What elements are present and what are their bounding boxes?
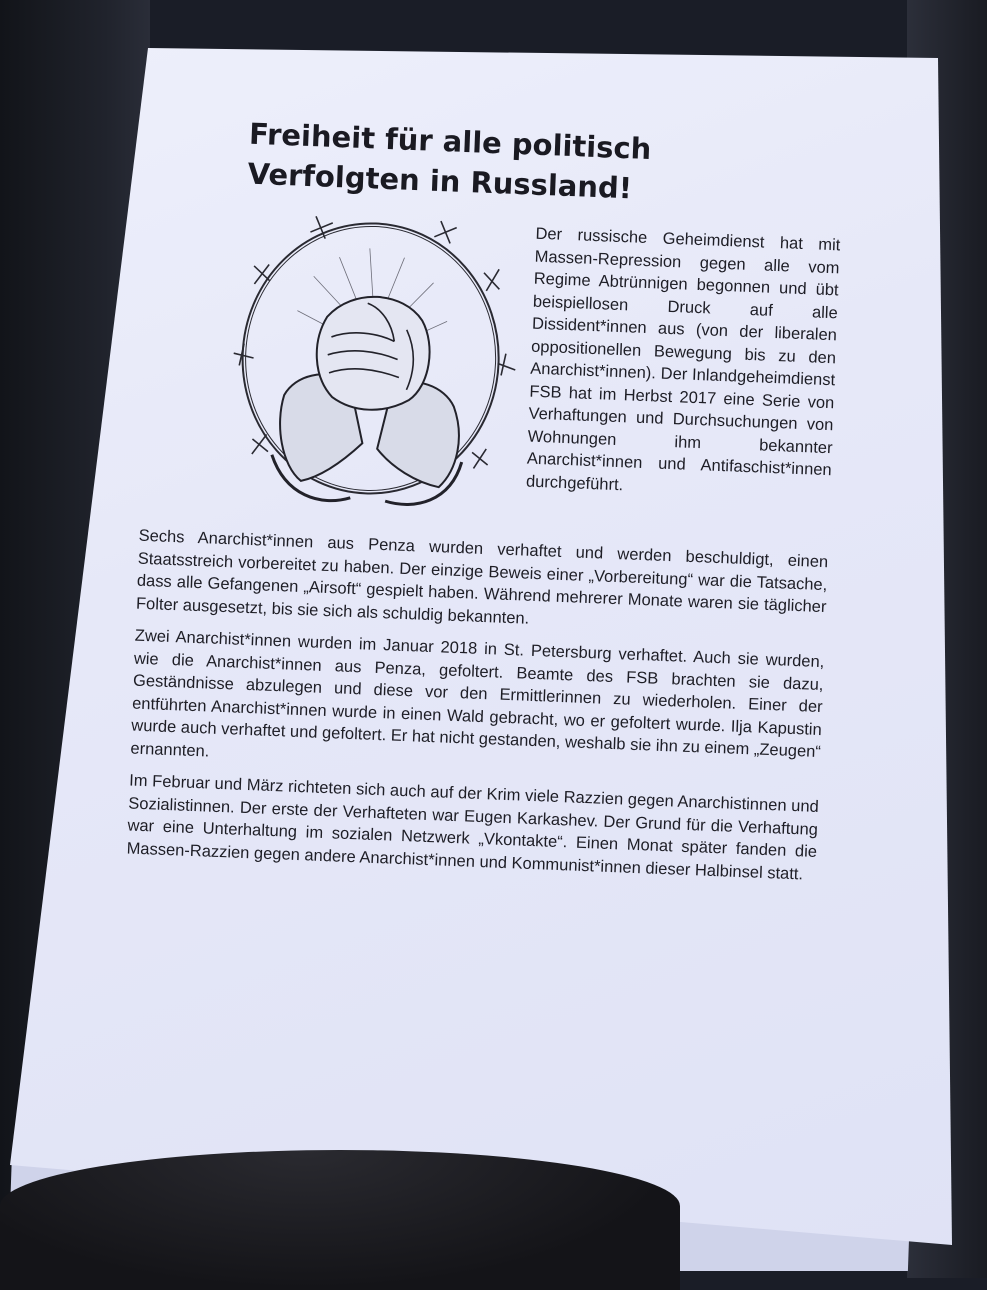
paragraph-penza: Sechs Anarchist*innen aus Penza wurden verhaftet und werden beschuldigt, einen Staatsstreich vorbereitet zu haben. Der einzige Beweis einer „Vorbereitung“ war die Tatsache, dass alle Gefangenen „Airsoft“ gespielt haben. Während mehrerer Monate waren sie täglicher Folter ausgesetzt, bis sie sich als schuldig bekannten. <box>135 526 829 628</box>
bottom-glove <box>0 1150 680 1290</box>
barbed-wire-clasped-hands-icon <box>209 203 531 535</box>
intro-paragraph: Der russische Geheimdienst hat mit Massen-Repression gegen alle vom Regime Abtrünnigen begonnen und übt beispiellosen Druck auf alle Dissident*innen aus (von der liberalen oppositionellen Bewegung bis zu den Anarchist*innen). Der Inlandgeheimdienst FSB hat im Herbst 2017 eine Serie von Verhaftungen und Durchsuchungen von Wohnungen ihm bekannter Anarchist*innen und Antifaschist*innen durchgeführt. <box>525 224 841 494</box>
paragraph-st-petersburg: Zwei Anarchist*innen wurden im Januar 2018 in St. Petersburg verhaftet. Auch sie wurden, wie die Anarchist*innen aus Penza, gefoltert. Beamte des FSB brachten sie dazu, Geständnisse abzulegen und diese vor den Ermittlerinnen zu wiederholen. Einer der entführten Anarchist*innen wurde in einen Wald gebracht, wo er gefoltert wurde. Ilja Kapustin wurde auch verhaftet und gefoltert. Er hat nicht gestanden, weshalb sie ihn zu einem „Zeugen“ ernannten. <box>130 626 825 762</box>
body-text <box>126 525 829 896</box>
flyer-title: Freiheit für alle politisch Verfolgten in Russland! <box>246 116 652 206</box>
paragraph-crimea: Im Februar und März richteten sich auch auf der Krim viele Razzien gegen Anarchistinnen und Sozialistinnen. Der erste der Verhafteten war Eugen Karkashev. Der Grund für die Verhaftung war eine Unterhaltung im sozialen Netzwerk „Vkontakte“. Einen Monat später fanden die Massen-Razzien gegen andere Anarchist*innen und Kommunist*innen dieser Halbinsel statt. <box>126 771 820 883</box>
flyer-content <box>118 110 854 1096</box>
